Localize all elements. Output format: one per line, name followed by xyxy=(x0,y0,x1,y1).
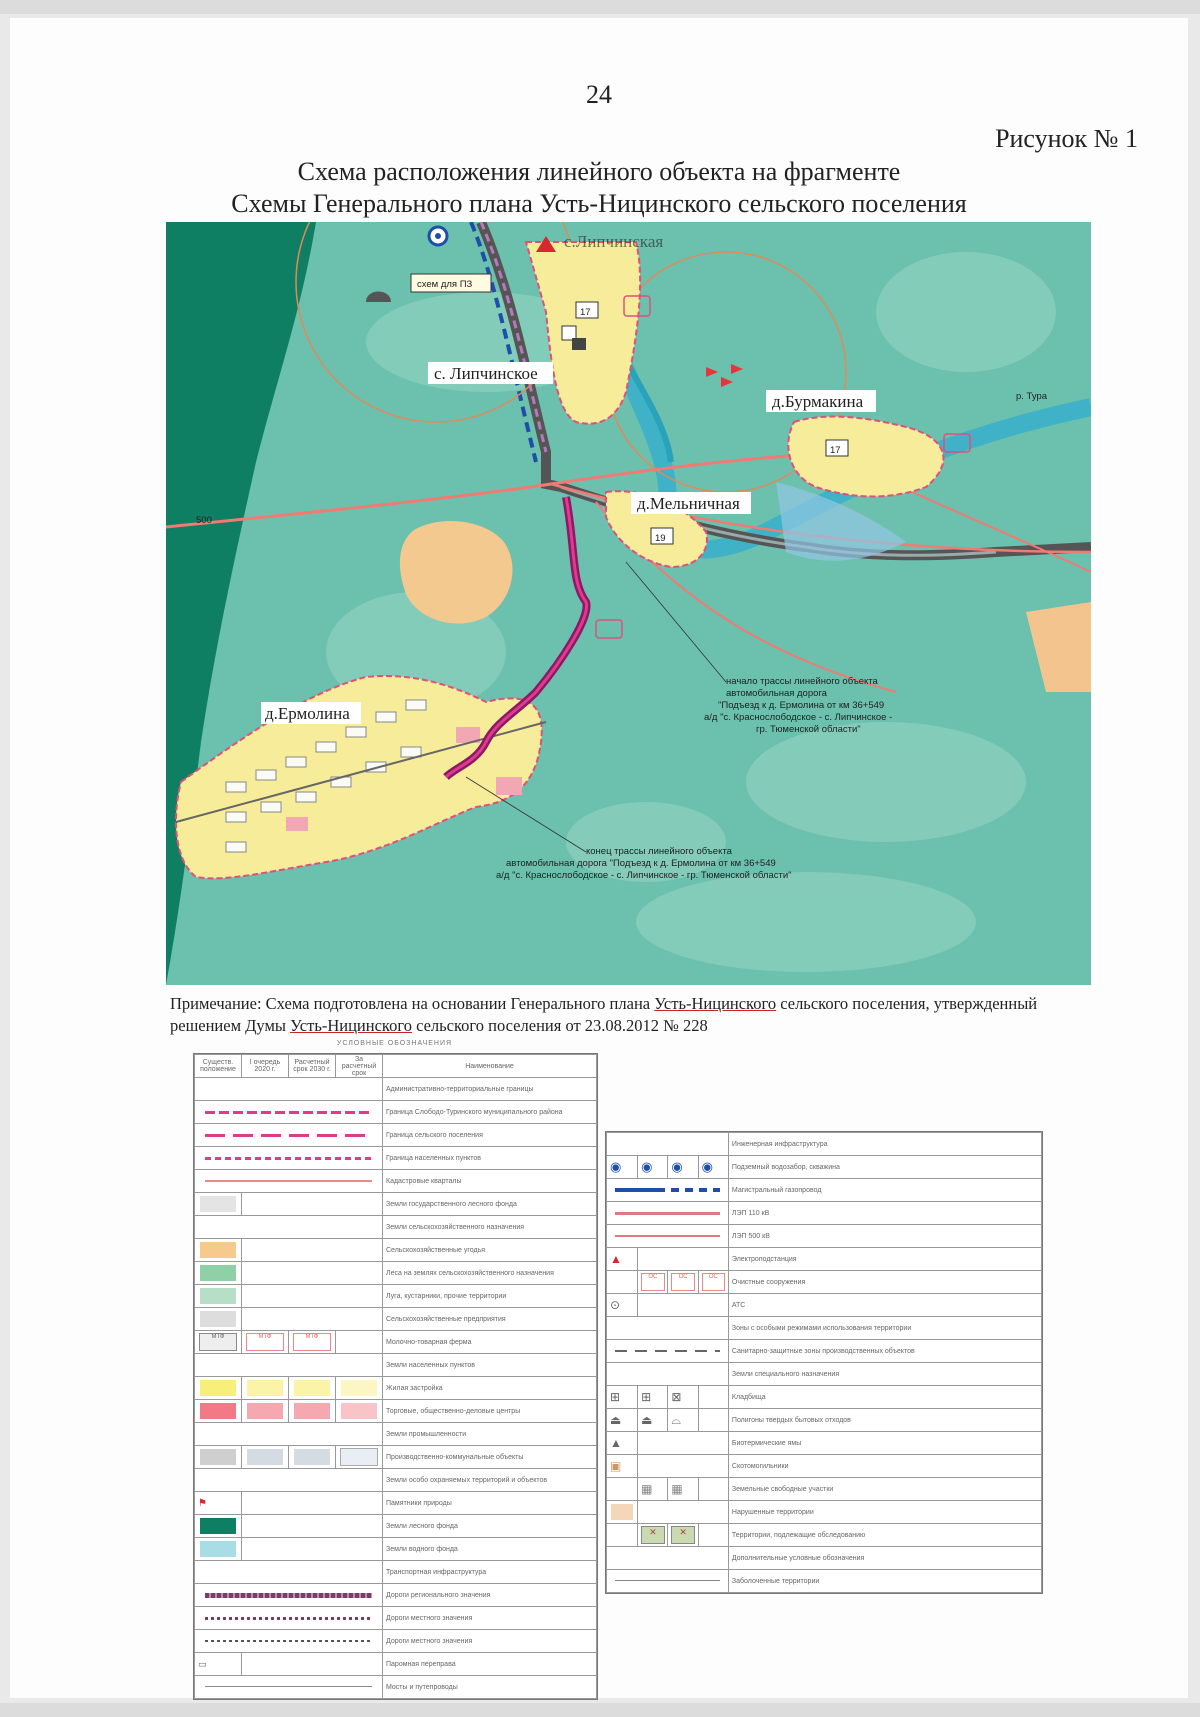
legend-col-2030: Расчетный срок 2030 г. xyxy=(289,1055,336,1078)
figure-title-line-2: Схемы Генерального плана Усть-Ницинского сельского поселения xyxy=(231,189,967,218)
map-label-ermolina xyxy=(261,702,361,724)
figure-note: Примечание: Схема подготовлена на основании Генерального плана Усть-Ницинского сельского поселения, утвержденный решением Думы Усть-Ницинского сельского поселения от 23.08.2012 № 228 xyxy=(170,994,1038,1035)
map-svg xyxy=(166,222,1091,985)
svg-text:д.Ермолина: д.Ермолина xyxy=(265,704,350,723)
map-powerline-500-label: 500 xyxy=(196,515,212,526)
legend-table-left: Существ. положение I очередь 2020 г. Расчетный срок 2030 г. За расчетный срок Наименование Административно-территориальные границы Граница Слободо-Туринского муниципального района Граница сельского поселения Граница населенных пунктов Кадастровые кварталы Земли государственного лесного фонда Земли сельскохозяйственного назначения Сельскохозяйственные угодья Леса на землях сельскохозяйственного назначения Луга, кустарники, прочие территории Сельскохозяйственные предприятия МТФ МТФ МТФ Молочно-товарная ферма Земли населенных пунктов Жилая застройка Торговые, общественно-деловые центры Земли промышленности Производственно-коммунальные объекты Земли особо охраняемых территорий и объектов ⚑ Памятники природы Земли лесного фонда Земли водного фонда Транспортная инфраструктура Дороги регионального значения Дороги местного значения Дороги местного значения ▭ Паромная переправа Мосты и путепроводы xyxy=(193,1053,598,1700)
legend-col-beyond: За расчетный срок xyxy=(336,1055,383,1078)
page-number: 24 xyxy=(586,80,612,109)
svg-text:автомобильная дорога "Подъезд: автомобильная дорога "Подъезд к д. Ермолина от км 36+549 xyxy=(506,858,776,869)
svg-text:а/д "с. Краснослободское - с.: а/д "с. Краснослободское - с. Липчинское - гр. Тюменской области" xyxy=(496,870,792,881)
legend-col-name: Наименование xyxy=(383,1055,597,1078)
map-label-lipchinskoe xyxy=(428,362,553,384)
map-zone-17-right: 17 xyxy=(830,445,841,456)
map-label-burmakina xyxy=(766,390,876,412)
map-tag-pz xyxy=(411,274,491,292)
svg-text:схем для ПЗ: схем для ПЗ xyxy=(417,279,473,290)
legend-col-2020: I очередь 2020 г. xyxy=(242,1055,289,1078)
map-zone-19-mid: 19 xyxy=(655,533,666,544)
svg-text:д.Бурмакина: д.Бурмакина xyxy=(772,392,864,411)
document-page xyxy=(10,18,1188,1698)
legend-caption: УСЛОВНЫЕ ОБОЗНАЧЕНИЯ xyxy=(336,1040,453,1047)
svg-text:начало трассы линейного объект: начало трассы линейного объекта xyxy=(726,676,878,687)
figure-label: Рисунок № 1 xyxy=(995,124,1138,153)
legend-table-right: Инженерная инфраструктура ◉ ◉ ◉ ◉ Подземный водозабор, скважина Магистральный газопровод ЛЭП 110 кВ ЛЭП 500 кВ ▲ Электроподстанция ОС ОС ОС Очистные сооружения ⊙ АТС Зоны с особыми режимами использования территории Санитарно-защитные зоны производственных объектов Земли специального назначения ⊞ ⊞ ⊠ Кладбища ⏏ ⏏ ⌓ Полигоны твердых бытовых отходов ▲ Биотермические ямы ▣ Скотомогильники ▦ ▦ Земельные свободные участки Нарушенные территории ✕ ✕ Территории, подлежащие обследованию Дополнительные условные обозначения Заболоченные территории xyxy=(605,1131,1043,1594)
svg-text:автомобильная дорога: автомобильная дорога xyxy=(726,688,827,699)
svg-text:д.Мельничная: д.Мельничная xyxy=(637,494,740,513)
svg-text:конец трассы линейного объекта: конец трассы линейного объекта xyxy=(586,846,732,857)
scan-edge-bottom xyxy=(0,1703,1200,1717)
scan-edge-top xyxy=(0,0,1200,14)
svg-text:гр. Тюменской области": гр. Тюменской области" xyxy=(756,724,861,735)
map-river-label: р. Тура xyxy=(1016,391,1048,402)
map-label-melnichnaya xyxy=(631,492,751,514)
svg-text:с.Липчинская: с.Липчинская xyxy=(564,232,664,251)
svg-text:"Подъезд к д. Ермолина от км 3: "Подъезд к д. Ермолина от км 36+549 xyxy=(718,700,885,711)
map-label-lipchinskaya xyxy=(564,232,663,251)
svg-text:а/д "с. Краснослободское - с.: а/д "с. Краснослободское - с. Липчинское - xyxy=(704,712,893,723)
map-zone-17-top: 17 xyxy=(580,307,591,318)
map-fragment xyxy=(166,222,1091,985)
legend-col-existing: Существ. положение xyxy=(195,1055,242,1078)
svg-text:с. Липчинское: с. Липчинское xyxy=(434,364,538,383)
figure-title-line-1: Схема расположения линейного объекта на фрагменте xyxy=(297,157,901,186)
